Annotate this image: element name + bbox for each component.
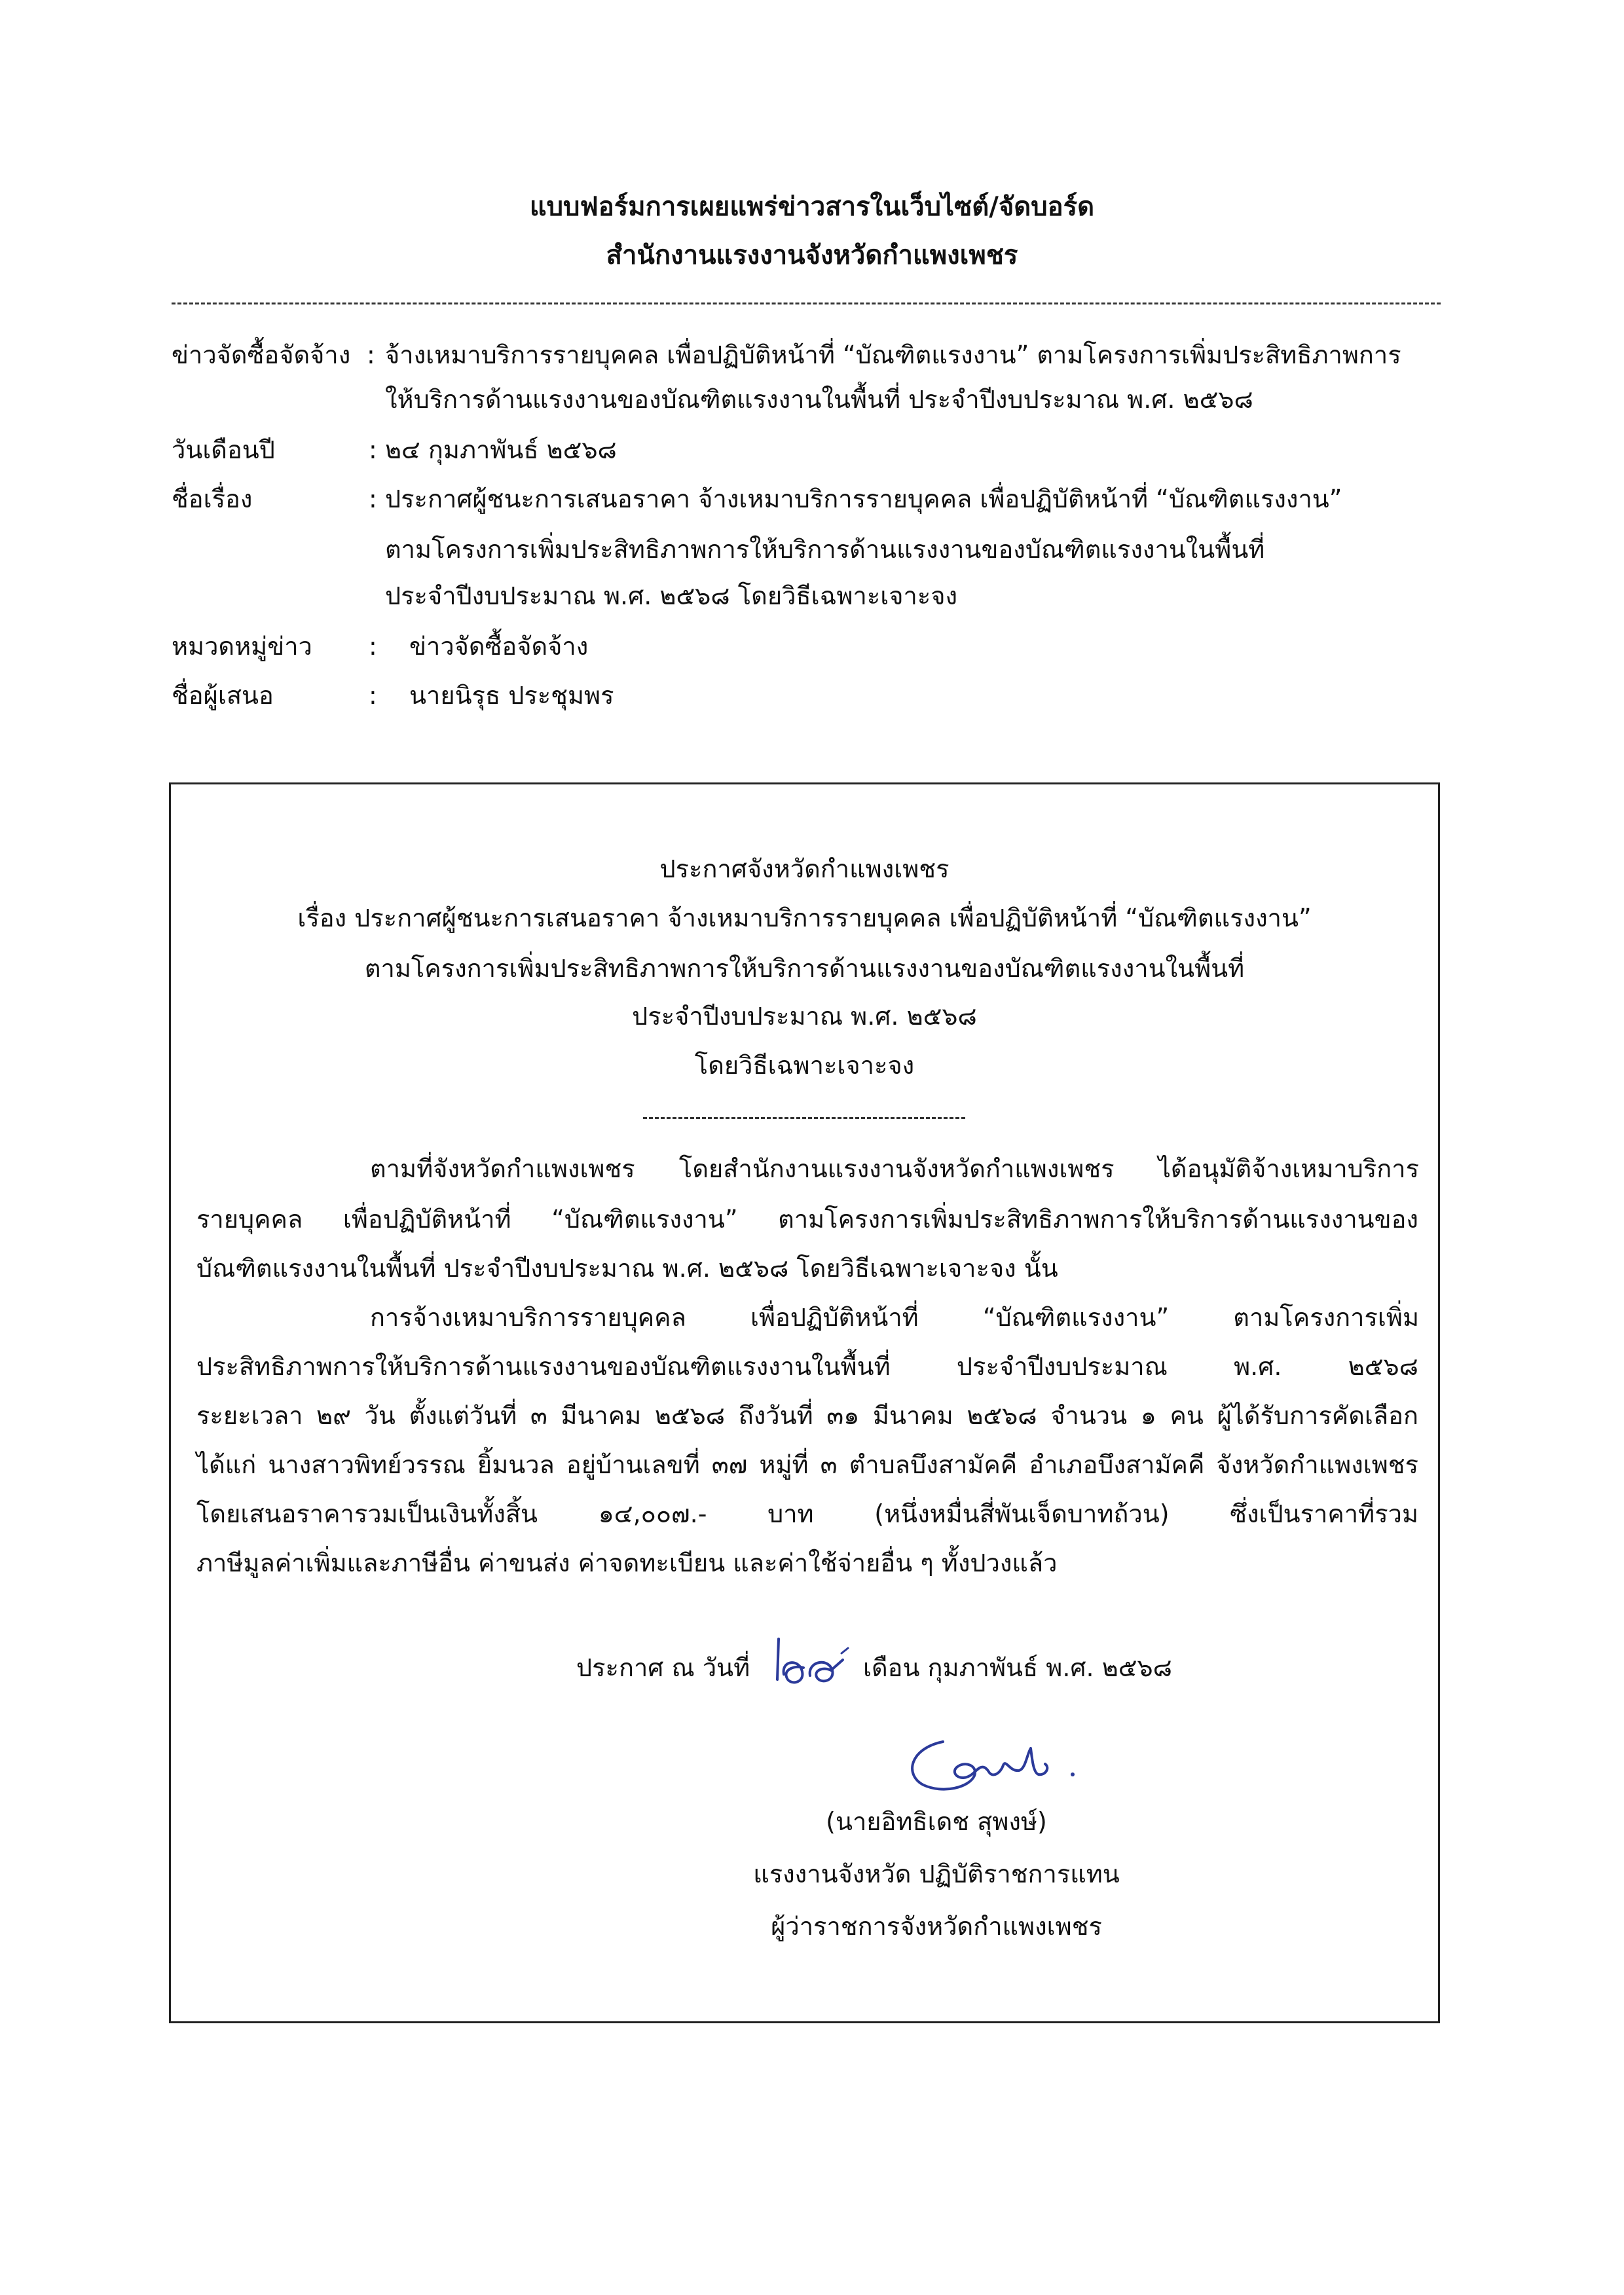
para1-line1: ตามที่จังหวัดกำแพงเพชร โดยสำนักงานแรงงานจังหวัดกำแพงเพชร ได้อนุมัติจ้างเหมาบริการ [370,1154,1419,1183]
proposer-colon: : [369,681,377,710]
news-label: ข่าวจัดซื้อจัดจ้าง [172,340,351,369]
announce-date-prefix: ประกาศ ณ วันที่ [576,1653,750,1682]
announcement-subject-line2: ตามโครงการเพิ่มประสิทธิภาพการให้บริการด้านแรงงานของบัณฑิตแรงงานในพื้นที่ [364,954,1245,983]
signer-authority: ผู้ว่าราชการจังหวัดกำแพงเพชร [771,1912,1102,1941]
signer-name: (นายอิทธิเดช สุพงษ์) [826,1807,1047,1836]
news-value-line1: จ้างเหมาบริการรายบุคคล เพื่อปฏิบัติหน้าที่ “บัณฑิตแรงงาน” ตามโครงการเพิ่มประสิทธิภาพการ [385,340,1401,369]
announcement-divider [643,1117,965,1119]
subject-line2: ตามโครงการเพิ่มประสิทธิภาพการให้บริการด้านแรงงานของบัณฑิตแรงงานในพื้นที่ [385,535,1265,564]
para2-line6: ภาษีมูลค่าเพิ่มและภาษีอื่น ค่าขนส่ง ค่าจดทะเบียน และค่าใช้จ่ายอื่น ๆ ทั้งปวงแล้ว [196,1549,1058,1577]
para1-line3: บัณฑิตแรงงานในพื้นที่ ประจำปีงบประมาณ พ.ศ. ๒๕๖๘ โดยวิธีเฉพาะเจาะจง นั้น [196,1254,1058,1283]
subject-colon: : [369,485,377,513]
subject-line1: ประกาศผู้ชนะการเสนอราคา จ้างเหมาบริการรายบุคคล เพื่อปฏิบัติหน้าที่ “บัณฑิตแรงงาน” [385,485,1342,513]
para1-line2: รายบุคคล เพื่อปฏิบัติหน้าที่ “บัณฑิตแรงงาน” ตามโครงการเพิ่มประสิทธิภาพการให้บริการด้านแรงงานของ [196,1205,1418,1234]
signature-scribble [891,1722,1087,1807]
announcement-heading: ประกาศจังหวัดกำแพงเพชร [659,854,950,883]
announcement-method: โดยวิธีเฉพาะเจาะจง [694,1051,915,1080]
announcement-subject-line1: เรื่อง ประกาศผู้ชนะการเสนอราคา จ้างเหมาบริการรายบุคคล เพื่อปฏิบัติหน้าที่ “บัณฑิตแรงงาน” [297,904,1312,932]
date-colon: : [369,435,377,464]
proposer-value: นายนิรุธ ประชุมพร [409,681,614,710]
announce-date-suffix: เดือน กุมภาพันธ์ พ.ศ. ๒๕๖๘ [863,1653,1172,1682]
office-title: สำนักงานแรงงานจังหวัดกำแพงเพชร [606,240,1018,270]
announcement-subject-line3: ประจำปีงบประมาณ พ.ศ. ๒๕๖๘ [632,1002,977,1031]
handwritten-day [769,1634,855,1693]
news-colon: : [367,340,375,369]
para2-line1: การจ้างเหมาบริการรายบุคคล เพื่อปฏิบัติหน้าที่ “บัณฑิตแรงงาน” ตามโครงการเพิ่ม [370,1303,1419,1332]
proposer-label: ชื่อผู้เสนอ [172,681,274,710]
category-colon: : [369,632,377,661]
signer-position: แรงงานจังหวัด ปฏิบัติราชการแทน [753,1860,1120,1888]
para2-line3: ระยะเวลา ๒๙ วัน ตั้งแต่วันที่ ๓ มีนาคม ๒๕๖๘ ถึงวันที่ ๓๑ มีนาคม ๒๕๖๘ จำนวน ๑ คน ผู้ได้รับการคัดเลือก [196,1401,1418,1430]
para2-line4: ได้แก่ นางสาวพิทย์วรรณ ยิ้มนวล อยู่บ้านเลขที่ ๓๗ หมู่ที่ ๓ ตำบลบึงสามัคคี อำเภอบึงสามัคคี จังหวัดกำแพงเพชร [196,1450,1418,1479]
date-value: ๒๔ กุมภาพันธ์ ๒๕๖๘ [385,435,617,464]
category-label: หมวดหมู่ข่าว [172,632,312,661]
para2-line2: ประสิทธิภาพการให้บริการด้านแรงงานของบัณฑิตแรงงานในพื้นที่ ประจำปีงบประมาณ พ.ศ. ๒๕๖๘ [196,1352,1418,1381]
para2-line5: โดยเสนอราคารวมเป็นเงินทั้งสิ้น ๑๔,๐๐๗.- บาท (หนึ่งหมื่นสี่พันเจ็ดบาทถ้วน) ซึ่งเป็นราคาที่รวม [196,1499,1418,1528]
subject-label: ชื่อเรื่อง [172,485,253,513]
subject-line3: ประจำปีงบประมาณ พ.ศ. ๒๕๖๘ โดยวิธีเฉพาะเจาะจง [385,581,958,610]
date-label: วันเดือนปี [172,435,275,464]
category-value: ข่าวจัดซื้อจัดจ้าง [409,632,589,661]
news-value-line2: ให้บริการด้านแรงงานของบัณฑิตแรงงานในพื้นที่ ประจำปีงบประมาณ พ.ศ. ๒๕๖๘ [385,385,1253,414]
header-divider [172,303,1441,304]
form-title: แบบฟอร์มการเผยแพร่ข่าวสารในเว็บไซต์/จัดบอร์ด [529,192,1095,222]
